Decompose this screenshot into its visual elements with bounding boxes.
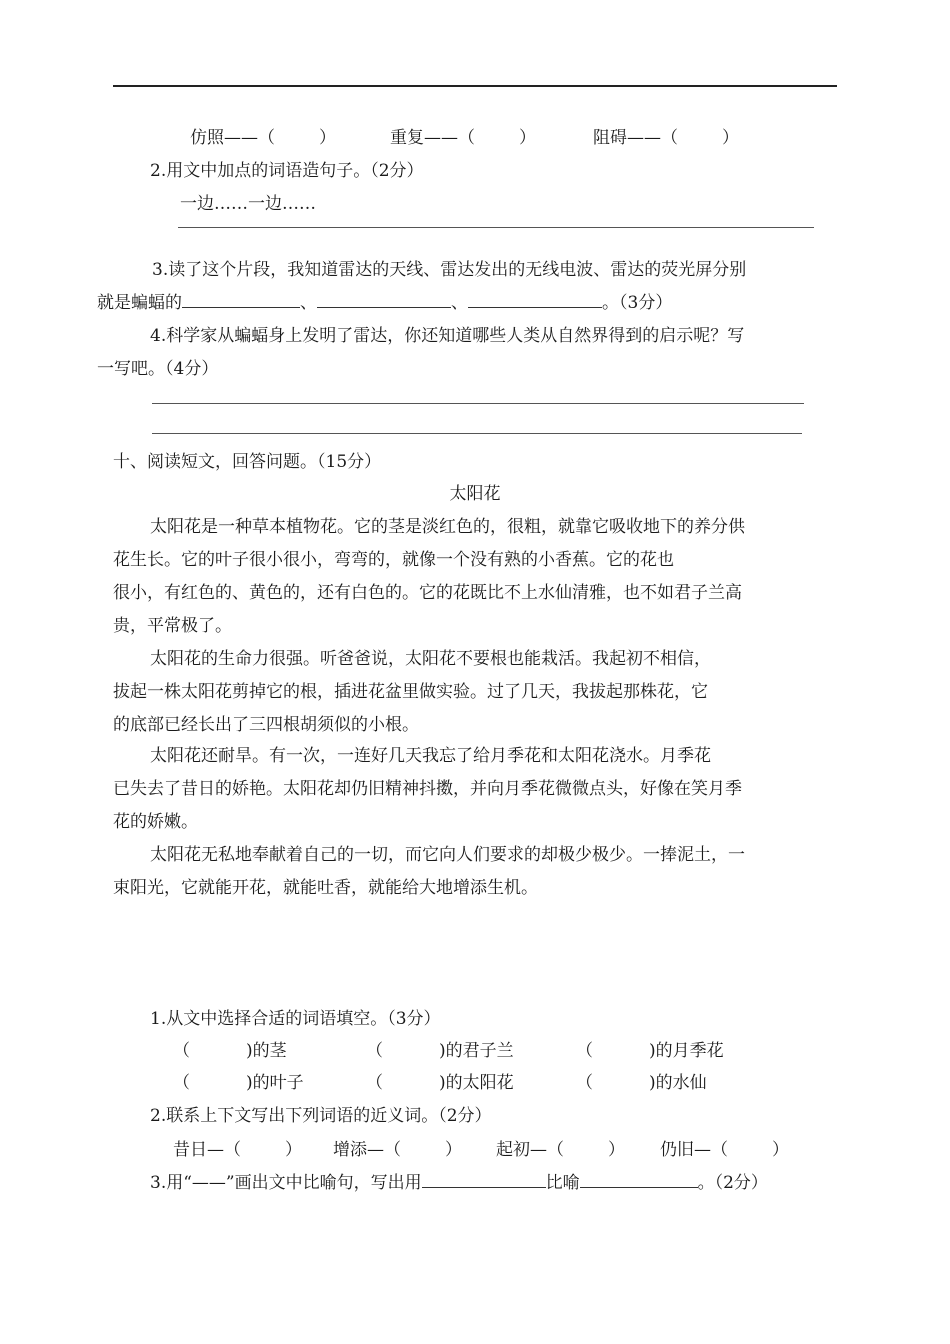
question-10-2: 2.联系上下文写出下列词语的近义词。（2分） bbox=[150, 1106, 492, 1126]
section-10-heading: 十、阅读短文，回答问题。（15分） bbox=[113, 452, 382, 472]
passage-line: 束阳光，它就能开花，就能吐香，就能给大地增添生机。 bbox=[113, 878, 538, 898]
passage-line: 已失去了昔日的娇艳。太阳花却仍旧精神抖擞，并向月季花微微点头，好像在笑月季 bbox=[113, 779, 742, 799]
passage-line: 花生长。它的叶子很小很小，弯弯的，就像一个没有熟的小香蕉。它的花也 bbox=[113, 550, 674, 570]
synonym-fill: 仍旧—（ ） bbox=[660, 1140, 789, 1160]
answer-line[interactable] bbox=[152, 433, 802, 434]
header-rule bbox=[113, 85, 837, 87]
answer-line[interactable] bbox=[152, 403, 804, 404]
question-10-1: 1.从文中选择合适的词语填空。（3分） bbox=[150, 1009, 441, 1029]
sentence-pattern: 一边……一边…… bbox=[180, 194, 316, 214]
question-9-4-line2: 一写吧。（4分） bbox=[97, 359, 219, 379]
synonym-fill: 昔日—（ ） bbox=[173, 1140, 302, 1160]
fill-item: （ )的太阳花 bbox=[366, 1073, 514, 1093]
passage-line: 太阳花是一种草本植物花。它的茎是淡红色的，很粗，就靠它吸收地下的养分供 bbox=[150, 517, 745, 537]
passage-line: 太阳花的生命力很强。听爸爸说，太阳花不要根也能栽活。我起初不相信， bbox=[150, 649, 711, 669]
passage-title: 太阳花 bbox=[449, 484, 501, 504]
passage-line: 的底部已经长出了三四根胡须似的小根。 bbox=[113, 715, 419, 735]
passage-line: 太阳花还耐旱。有一次，一连好几天我忘了给月季花和太阳花浇水。月季花 bbox=[150, 746, 711, 766]
fill-blank[interactable] bbox=[182, 291, 300, 308]
synonym-fill: 增添—（ ） bbox=[333, 1140, 462, 1160]
passage-line: 很小，有红色的、黄色的，还有白色的。它的花既比不上水仙清雅，也不如君子兰高 bbox=[113, 583, 742, 603]
fill-item: （ )的叶子 bbox=[173, 1073, 304, 1093]
passage-line: 太阳花无私地奉献着自己的一切，而它向人们要求的却极少极少。一捧泥土，一 bbox=[150, 845, 745, 865]
question-9-4-line1: 4.科学家从蝙蝠身上发明了雷达，你还知道哪些人类从自然界得到的启示呢？写 bbox=[150, 326, 745, 346]
passage-line: 拔起一株太阳花剪掉它的根，插进花盆里做实验。过了几天，我拔起那株花，它 bbox=[113, 682, 708, 702]
fill-blank[interactable] bbox=[468, 291, 602, 308]
synonym-item-2: 重复——（ ） bbox=[390, 128, 536, 148]
passage-line: 贵，平常极了。 bbox=[113, 616, 232, 636]
synonym-item-3: 阻碍——（ ） bbox=[593, 128, 739, 148]
synonym-item-1: 仿照——（ ） bbox=[190, 128, 336, 148]
fill-blank[interactable] bbox=[580, 1171, 698, 1188]
question-9-3-line1: 3.读了这个片段，我知道雷达的天线、雷达发出的无线电波、雷达的荧光屏分别 bbox=[152, 260, 747, 280]
synonym-fill: 起初—（ ） bbox=[496, 1140, 625, 1160]
fill-blank[interactable] bbox=[317, 291, 451, 308]
fill-blank[interactable] bbox=[422, 1171, 546, 1188]
question-9-3-line2: 就是蝙蝠的 、 、 。（3分） bbox=[97, 293, 673, 313]
fill-item: （ )的月季花 bbox=[576, 1041, 724, 1061]
fill-item: （ )的茎 bbox=[173, 1041, 287, 1061]
passage-line: 花的娇嫩。 bbox=[113, 812, 198, 832]
fill-item: （ )的君子兰 bbox=[366, 1041, 514, 1061]
question-9-2: 2.用文中加点的词语造句子。（2分） bbox=[150, 161, 424, 181]
fill-item: （ )的水仙 bbox=[576, 1073, 707, 1093]
question-10-3: 3.用“——”画出文中比喻句，写出用 比喻 。（2分） bbox=[150, 1173, 768, 1193]
answer-line[interactable] bbox=[178, 227, 814, 228]
